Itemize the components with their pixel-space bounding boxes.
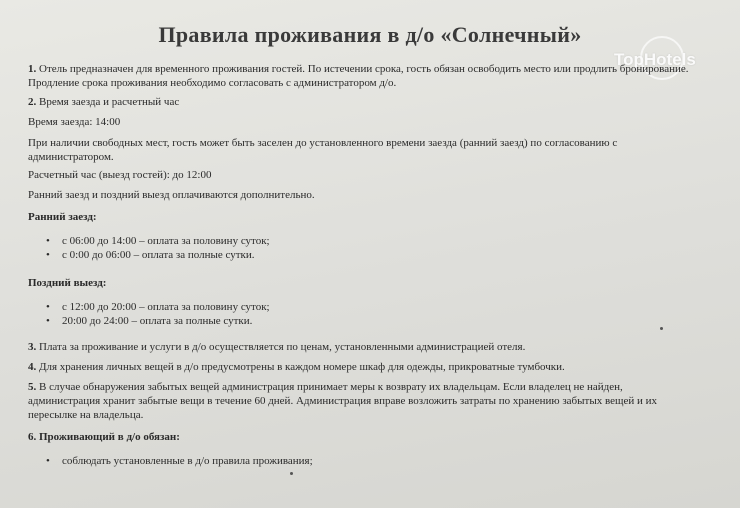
bullet-icon: • <box>46 315 50 327</box>
section-3-text: Плата за проживание и услуги в д/о осуществляется по ценам, установленными администрацией отеля. <box>39 341 526 353</box>
section-4-number: 4. <box>28 361 37 373</box>
section-6-number: 6. <box>28 431 37 443</box>
paper-speck <box>290 472 293 475</box>
section-2-heading <box>28 95 179 109</box>
checkout-time: Расчетный час (выезд гостей): до 12:00 <box>28 169 212 181</box>
bullet-icon: • <box>46 455 50 467</box>
late-checkout-heading: Поздний выезд: <box>28 277 107 289</box>
early-checkin-text-1: При наличии свободных мест, гость может быть заселен до установленного времени заезда (ранний заезд) по согласованию с <box>28 137 618 149</box>
section-3 <box>28 340 525 354</box>
paper-speck <box>660 327 663 330</box>
section-5-text-1: В случае обнаружения забытых вещей администрация принимает меры к возврату их владельцам. Если владелец не найден, <box>39 381 623 393</box>
list-item: • с 0:00 до 06:00 – оплата за полные сутки. <box>46 249 255 261</box>
section-3-number: 3. <box>28 341 37 353</box>
checkin-time: Время заезда: 14:00 <box>28 116 121 128</box>
page-title: Правила проживания в д/о «Солнечный» <box>158 22 582 47</box>
list-item: • соблюдать установленные в д/о правила проживания; <box>46 455 313 467</box>
bullet-icon: • <box>46 235 50 247</box>
extra-paid-note: Ранний заезд и поздний выезд оплачиваются дополнительно. <box>28 189 315 201</box>
list-item: • 20:00 до 24:00 – оплата за полные сутки. <box>46 315 253 327</box>
watermark-text: TopHotels <box>614 50 696 69</box>
section-5-line-1 <box>28 380 623 394</box>
bullet-icon: • <box>46 249 50 261</box>
section-4-text: Для хранения личных вещей в д/о предусмотрены в каждом номере шкаф для одежды, прикроватные тумбочки. <box>39 361 565 373</box>
section-1-number: 1. <box>28 63 37 75</box>
early-checkin-text-2: администратором. <box>28 151 114 163</box>
list-item: • с 12:00 до 20:00 – оплата за половину суток; <box>46 301 270 313</box>
section-1-line-1 <box>28 62 688 76</box>
list-item: • с 06:00 до 14:00 – оплата за половину суток; <box>46 235 270 247</box>
bullet-icon: • <box>46 301 50 313</box>
section-6-heading <box>28 430 180 444</box>
section-6-heading-text: Проживающий в д/о обязан: <box>39 431 180 443</box>
section-5-text-3: пересылке на владельца. <box>28 409 144 421</box>
section-1-text-2: Продление срока проживания необходимо согласовать с администратором д/о. <box>28 77 397 89</box>
section-5-number: 5. <box>28 381 37 393</box>
section-4 <box>28 360 565 374</box>
section-2-heading-text: Время заезда и расчетный час <box>39 96 180 108</box>
early-checkin-heading: Ранний заезд: <box>28 211 97 223</box>
section-5-text-2: администрация хранит забытые вещи в течение 60 дней. Администрация вправе возложить затраты по хранению забытых вещей и их <box>28 395 658 407</box>
section-1-text-1: Отель предназначен для временного проживания гостей. По истечении срока, гость обязан освободить место или продлить бронирование. <box>39 63 689 75</box>
watermark-logo <box>614 36 696 86</box>
section-2-number: 2. <box>28 96 37 108</box>
